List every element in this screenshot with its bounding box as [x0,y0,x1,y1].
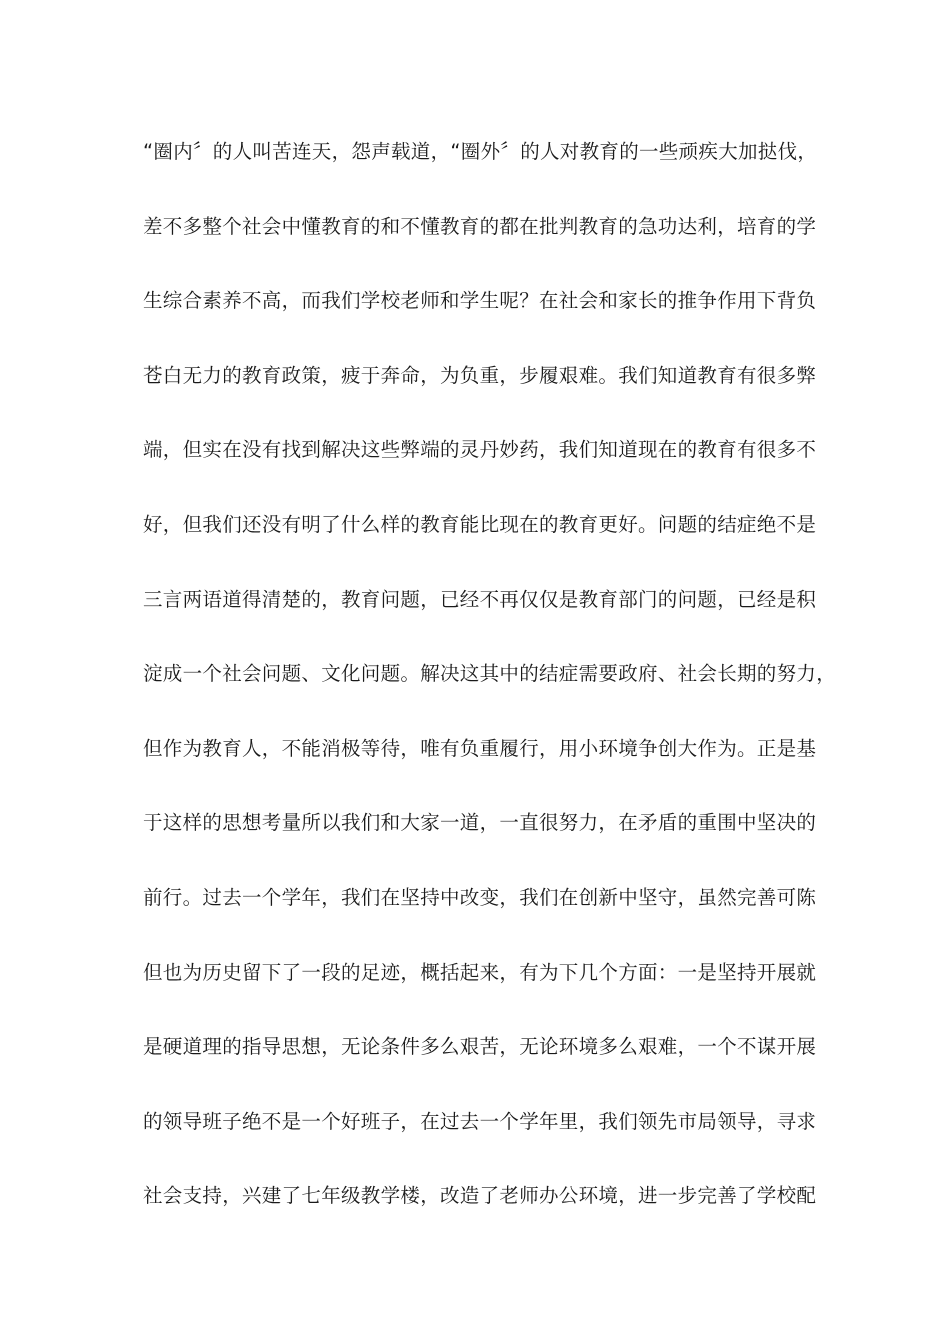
text-line-12: 但也为历史留下了一段的足迹，概括起来，有为下几个方面：一是坚持开展就 [143,960,817,984]
text-line-3: 生综合素养不高，而我们学校老师和学生呢？在社会和家长的推争作用下背负 [143,289,817,313]
text-line-9: 但作为教育人，不能消极等待，唯有负重履行，用小环境争创大作为。正是基 [143,736,817,760]
text-line-1: “圈内〞的人叫苦连天，怨声载道，“圈外〞的人对教育的一些顽疾大加挞伐， [143,140,818,163]
text-line-11: 前行。过去一个学年，我们在坚持中改变，我们在创新中坚守，虽然完善可陈 [143,885,817,909]
text-line-13: 是硬道理的指导思想，无论条件多么艰苦，无论环境多么艰难，一个不谋开展 [143,1035,817,1059]
text-line-4: 苍白无力的教育政策，疲于奔命，为负重，步履艰难。我们知道教育有很多弊 [143,363,817,387]
text-line-15: 社会支持，兴建了七年级教学楼，改造了老师办公环境，进一步完善了学校配 [143,1184,817,1208]
text-line-2: 差不多整个社会中懂教育的和不懂教育的都在批判教育的急功达利，培育的学 [143,214,817,238]
text-line-14: 的领导班子绝不是一个好班子，在过去一个学年里，我们领先市局领导，寻求 [143,1109,817,1133]
text-line-5: 端，但实在没有找到解决这些弊端的灵丹妙药，我们知道现在的教育有很多不 [143,438,817,462]
text-line-10: 于这样的思想考量所以我们和大家一道，一直很努力，在矛盾的重围中坚决的 [143,811,817,835]
text-line-6: 好，但我们还没有明了什么样的教育能比现在的教育更好。问题的结症绝不是 [143,512,817,536]
text-line-8: 淀成一个社会问题、文化问题。解决这其中的结症需要政府、社会长期的努力， [143,662,837,686]
text-line-7: 三言两语道得清楚的，教育问题，已经不再仅仅是教育部门的问题，已经是积 [143,587,817,611]
document-body [143,132,837,1251]
